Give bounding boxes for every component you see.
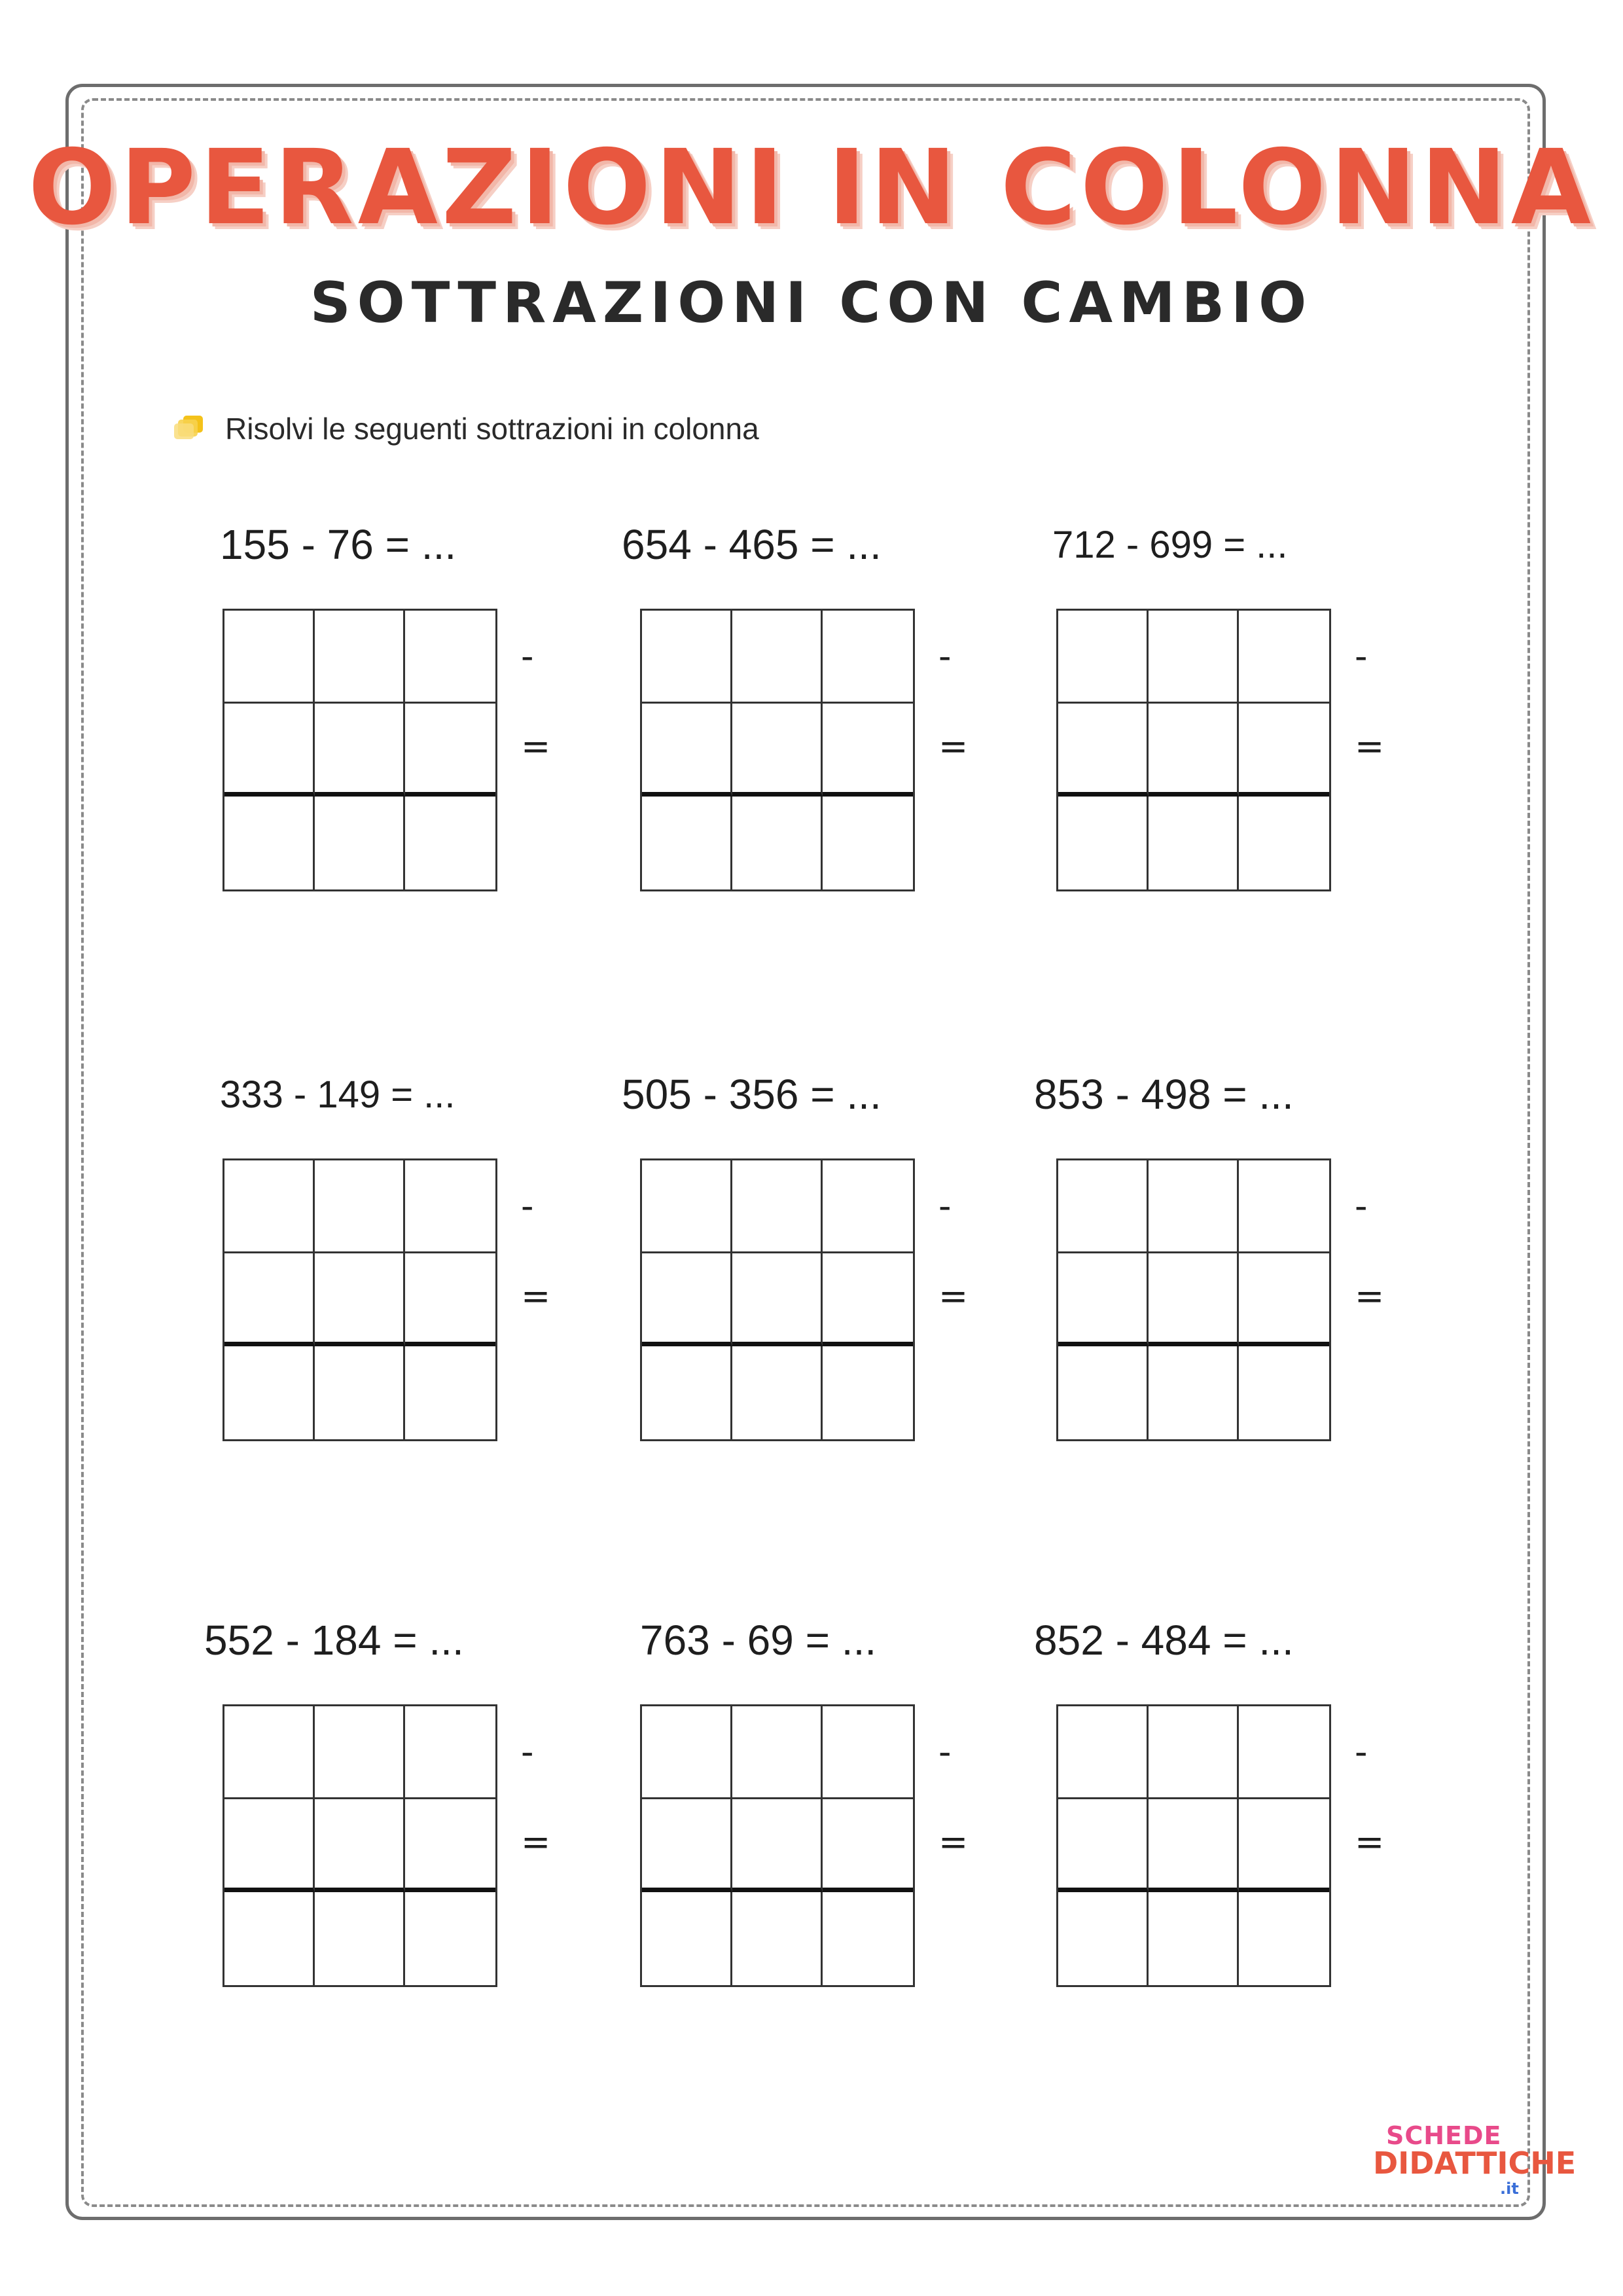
grid-cell[interactable] [1058,704,1149,797]
grid-cell[interactable] [732,704,823,797]
grid-cell[interactable] [732,1892,823,1985]
grid-cell[interactable] [224,1799,315,1892]
grid-cell[interactable] [642,1799,732,1892]
minus-sign: - [521,636,534,677]
grid-cell[interactable] [405,1160,495,1253]
grid-cell[interactable] [1058,797,1149,889]
equals-sign: = [1355,1276,1385,1317]
instruction-text: Risolvi le seguenti sottrazioni in colonna [225,412,759,446]
grid-cell[interactable] [1149,1799,1239,1892]
exercise-equation: 333 - 149 = ... [220,1073,455,1116]
grid-cell[interactable] [1058,1892,1149,1985]
grid-cell[interactable] [405,1706,495,1799]
logo-line-1: SCHEDE [1386,2121,1502,2150]
exercise-equation: 155 - 76 = ... [220,521,457,568]
equals-sign: = [938,1276,969,1317]
grid-cell[interactable] [1058,1253,1149,1346]
grid-cell[interactable] [732,611,823,704]
page-subtitle: SOTTRAZIONI CON CAMBIO [310,270,1313,336]
answer-grid[interactable] [1056,1158,1331,1441]
grid-cell[interactable] [224,1706,315,1799]
exercise-equation: 552 - 184 = ... [204,1617,464,1664]
grid-cell[interactable] [1058,1799,1149,1892]
grid-cell[interactable] [315,1892,405,1985]
answer-grid[interactable] [223,609,497,891]
grid-cell[interactable] [224,1160,315,1253]
grid-cell[interactable] [405,1799,495,1892]
grid-cell[interactable] [1239,1160,1329,1253]
minus-sign: - [1355,636,1368,677]
answer-grid[interactable] [640,1158,915,1441]
grid-cell[interactable] [642,1706,732,1799]
grid-cell[interactable] [224,1346,315,1439]
minus-sign: - [521,1731,534,1772]
grid-cell[interactable] [405,797,495,889]
grid-cell[interactable] [642,1253,732,1346]
grid-cell[interactable] [315,1346,405,1439]
grid-cell[interactable] [405,704,495,797]
answer-grid[interactable] [640,1704,915,1987]
exercise-4 [220,1073,589,1440]
minus-sign: - [521,1185,534,1227]
answer-grid[interactable] [640,609,915,891]
grid-cell[interactable] [315,611,405,704]
grid-cell[interactable] [823,1253,913,1346]
equals-sign: = [938,726,969,767]
logo-line-2: DIDATTICHE [1373,2145,1577,2181]
grid-cell[interactable] [642,704,732,797]
grid-cell[interactable] [1239,1892,1329,1985]
grid-cell[interactable] [1149,1346,1239,1439]
grid-cell[interactable] [224,1253,315,1346]
grid-cell[interactable] [1149,797,1239,889]
grid-cell[interactable] [405,1253,495,1346]
grid-cell[interactable] [315,1799,405,1892]
exercise-3 [1052,524,1423,890]
grid-cell[interactable] [732,797,823,889]
grid-cell[interactable] [1149,1253,1239,1346]
grid-cell[interactable] [732,1346,823,1439]
brand-logo [1353,2121,1577,2199]
equals-sign: = [521,1821,551,1863]
grid-cell[interactable] [642,797,732,889]
grid-cell[interactable] [1239,1706,1329,1799]
exercise-1 [220,521,589,890]
exercise-2 [622,521,1007,890]
minus-sign: - [938,1731,952,1772]
grid-cell[interactable] [732,1253,823,1346]
page-title: OPERAZIONI IN COLONNA [27,128,1596,248]
answer-grid[interactable] [1056,609,1331,891]
exercise-8 [640,1619,1007,1986]
answer-grid[interactable] [223,1704,497,1987]
grid-cell[interactable] [642,1346,732,1439]
grid-cell[interactable] [642,1160,732,1253]
grid-cell[interactable] [823,611,913,704]
equals-sign: = [1355,1821,1385,1863]
grid-cell[interactable] [732,1799,823,1892]
exercise-9 [1034,1617,1423,1986]
bullet-icon [174,414,204,440]
grid-cell[interactable] [732,1706,823,1799]
grid-cell[interactable] [1058,1160,1149,1253]
grid-cell[interactable] [823,1799,913,1892]
answer-grid[interactable] [1056,1704,1331,1987]
grid-cell[interactable] [315,1160,405,1253]
grid-cell[interactable] [823,1892,913,1985]
minus-sign: - [1355,1731,1368,1772]
grid-cell[interactable] [1239,611,1329,704]
grid-cell[interactable] [1149,1706,1239,1799]
grid-cell[interactable] [315,797,405,889]
grid-cell[interactable] [732,1160,823,1253]
grid-cell[interactable] [224,797,315,889]
grid-cell[interactable] [1239,1799,1329,1892]
grid-cell[interactable] [1239,1346,1329,1439]
grid-cell[interactable] [315,704,405,797]
grid-cell[interactable] [642,1892,732,1985]
exercise-equation: 853 - 498 = ... [1034,1071,1294,1118]
answer-grid[interactable] [223,1158,497,1441]
exercise-5 [622,1071,1007,1440]
grid-cell[interactable] [1058,611,1149,704]
grid-cell[interactable] [224,704,315,797]
grid-cell[interactable] [1239,704,1329,797]
exercise-equation: 505 - 356 = ... [622,1071,882,1118]
grid-cell[interactable] [315,1253,405,1346]
grid-cell[interactable] [405,1346,495,1439]
grid-cell[interactable] [823,1706,913,1799]
equals-sign: = [938,1821,969,1863]
exercise-7 [204,1617,589,1986]
grid-cell[interactable] [1058,1346,1149,1439]
grid-cell[interactable] [1239,797,1329,889]
grid-cell[interactable] [405,1892,495,1985]
grid-cell[interactable] [1149,704,1239,797]
equals-sign: = [521,1276,551,1317]
logo-line-3: .it [1500,2179,1519,2198]
grid-cell[interactable] [823,704,913,797]
grid-cell[interactable] [1239,1253,1329,1346]
minus-sign: - [938,1185,952,1227]
equals-sign: = [521,726,551,767]
minus-sign: - [938,636,952,677]
grid-cell[interactable] [823,797,913,889]
grid-cell[interactable] [224,611,315,704]
grid-cell[interactable] [1149,611,1239,704]
grid-cell[interactable] [1149,1160,1239,1253]
grid-cell[interactable] [405,611,495,704]
grid-cell[interactable] [1058,1706,1149,1799]
exercise-equation: 763 - 69 = ... [640,1617,877,1664]
minus-sign: - [1355,1185,1368,1227]
grid-cell[interactable] [224,1892,315,1985]
exercise-equation: 852 - 484 = ... [1034,1617,1294,1664]
grid-cell[interactable] [823,1160,913,1253]
grid-cell[interactable] [315,1706,405,1799]
grid-cell[interactable] [823,1346,913,1439]
exercise-6 [1034,1071,1423,1440]
exercise-equation: 654 - 465 = ... [622,521,882,568]
grid-cell[interactable] [1149,1892,1239,1985]
exercise-equation: 712 - 699 = ... [1052,524,1288,566]
grid-cell[interactable] [642,611,732,704]
equals-sign: = [1355,726,1385,767]
